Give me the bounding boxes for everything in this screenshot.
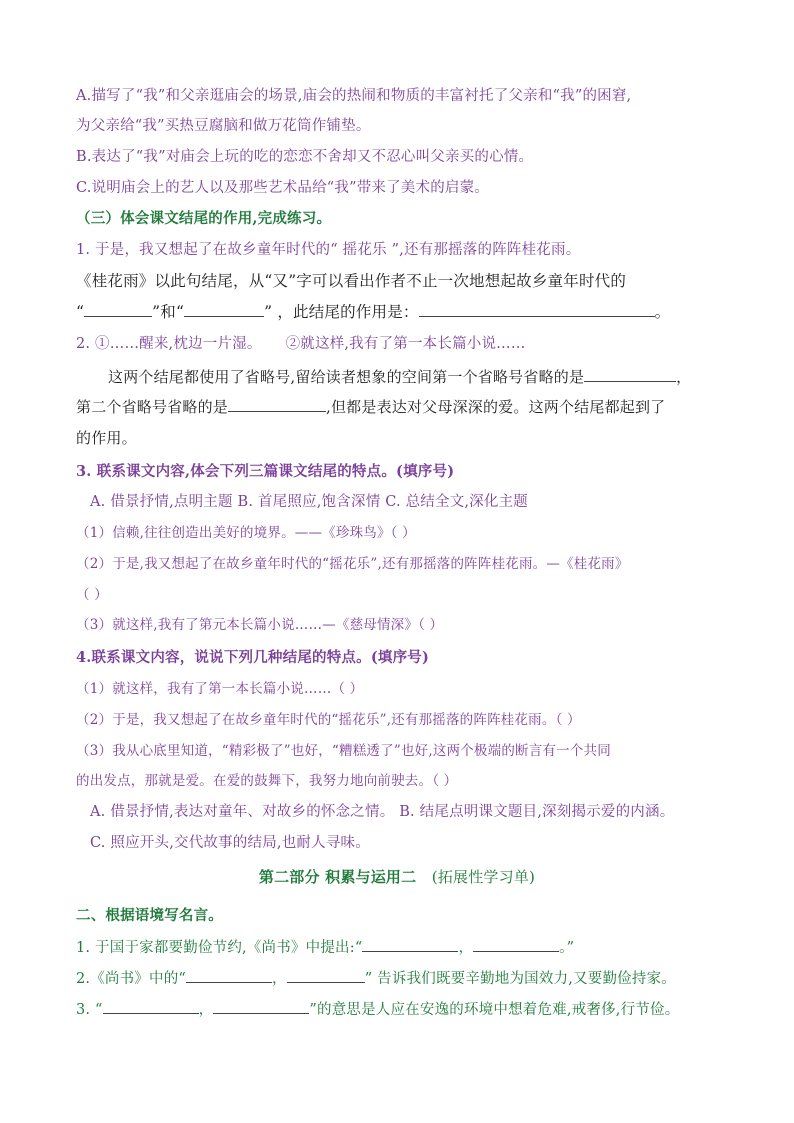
- q4-i3a: （3）我从心底里知道，: [76, 743, 222, 759]
- q1-line3: [76, 300, 754, 322]
- p2-blank-3[interactable]: [186, 968, 272, 983]
- option-a-line1: A.描写了“我”和父亲逛庙会的场景,庙会的热闹和物质的丰富衬托了父亲和“我”的困窘,: [76, 88, 632, 104]
- q4-item3-line1: [76, 739, 754, 759]
- q2-blank-2[interactable]: [228, 397, 326, 412]
- q1-p2: ”和“: [152, 303, 185, 321]
- p2-l3b: ，: [198, 1002, 214, 1018]
- option-a-line2: 为父亲给“我”买热豆腐脑和做万花筒作铺垫。: [76, 118, 371, 134]
- q2-l1: 这两个结尾都使用了省略号,留给读者想象的空间第一个省略号省略的是: [108, 368, 585, 386]
- q2-line2: [76, 396, 754, 417]
- q4-option-c: C. 照应开头,交代故事的结局,也耐人寻味。: [90, 835, 370, 851]
- q3-item2-blank: （ ）: [76, 587, 108, 603]
- part2-section-title: 二、根据语境写名言。: [76, 907, 223, 924]
- q1-p4: 。: [654, 303, 671, 321]
- q1-blank-1[interactable]: [84, 302, 152, 317]
- part2-line3: [76, 998, 754, 1019]
- q2-blank-1[interactable]: [584, 367, 676, 382]
- q1-p3: ” ，此结尾的作用是：: [264, 303, 419, 321]
- q3-item1: （1）信赖,往往创造出美好的境界。——《珍珠鸟》（ ）: [76, 525, 416, 541]
- part2-subtitle: (拓展性学习单): [431, 868, 536, 886]
- q2-a: 2. ①……醒来,枕边一片湿。: [76, 336, 262, 352]
- q3-title: 3. 联系课文内容,体会下列三篇课文结尾的特点。(填序号): [76, 463, 455, 480]
- q4-options-ab: A. 借景抒情,表达对童年、对故乡的怀念之情。 B. 结尾点明课文题目,深刻揭示爱的内涵。: [90, 804, 675, 820]
- q4-i3q2: “糟糕透了”: [331, 743, 401, 759]
- part2-line1: [76, 936, 754, 957]
- q4-i3b: 也好,这两个极端的断言有一个共同: [400, 743, 611, 759]
- q1-blank-3[interactable]: [419, 302, 655, 317]
- q3-options: A. 借景抒情,点明主题 B. 首尾照应,饱含深情 C. 总结全文,深化主题: [90, 494, 529, 510]
- q4-item1: （1）就这样，我有了第一本长篇小说……（ ）: [76, 681, 364, 697]
- part2-heading: [0, 866, 794, 887]
- q2-l2a: 第二个省略号省略的是: [76, 398, 229, 416]
- part2-title: 第二部分 积累与运用二: [258, 868, 417, 886]
- q4-i3m: 也好，: [290, 743, 332, 759]
- q2-l1-end: ，: [676, 368, 692, 386]
- p2-l2a: 2.《尚书》中的“: [76, 971, 187, 987]
- p2-l3a: 3. “: [76, 1002, 103, 1018]
- p2-l1a: 1. 于国于家都要勤俭节约,《尚书》中提出:“: [76, 940, 363, 956]
- p2-blank-5[interactable]: [103, 999, 199, 1014]
- p2-blank-4[interactable]: [287, 968, 365, 983]
- q3-item3: （3）就这样,我有了第元本长篇小说……—《慈母情深》（ ）: [76, 617, 444, 633]
- q4-item3-line2: 的出发点，那就是爱。在爱的鼓舞下，我努力地向前驶去。（ ）: [76, 773, 458, 789]
- section3-title: （三）体会课文结尾的作用,完成练习。: [76, 210, 332, 227]
- q1-p1: “: [76, 303, 85, 321]
- q2-line3: 的作用。: [76, 429, 137, 447]
- q4-i3q1: “精彩极了”: [221, 743, 291, 759]
- q1-blank-2[interactable]: [184, 302, 264, 317]
- p2-l3c: ”的意思是人应在安逸的环境中想着危难,戒奢侈,行节俭。: [309, 1002, 680, 1018]
- p2-l1c: 。”: [559, 940, 575, 956]
- q2-l2b: ,但都是表达对父母深深的爱。这两个结尾都起到了: [326, 398, 666, 416]
- p2-blank-1[interactable]: [362, 937, 458, 952]
- q2-b: ②就这样,我有了第一本长篇小说……: [285, 336, 526, 352]
- part2-line2: [76, 967, 754, 988]
- p2-l2b: ，: [272, 971, 287, 987]
- p2-blank-6[interactable]: [213, 999, 309, 1014]
- p2-blank-2[interactable]: [473, 937, 559, 952]
- q1-text: 1. 于是，我又想起了在故乡童年时代的“ 摇花乐 ”,还有那摇落的阵阵桂花雨。: [76, 242, 581, 258]
- p2-l2c: ” 告诉我们既要辛勤地为国效力,又要勤俭持家。: [364, 971, 676, 987]
- q3-item2: （2）于是,我又想起了在故乡童年时代的“摇花乐”,还有那摇落的阵阵桂花雨。—《桂花雨》: [76, 556, 629, 572]
- q2-line0: [76, 332, 754, 353]
- q2-line1: [76, 366, 754, 387]
- q4-item2: （2）于是，我又想起了在故乡童年时代的“摇花乐”,还有那摇落的阵阵桂花雨。（ ）: [76, 712, 581, 728]
- q1-line2: 《桂花雨》以此句结尾，从“又”字可以看出作者不止一次地想起故乡童年时代的: [76, 272, 627, 290]
- q4-title: 4.联系课文内容，说说下列几种结尾的特点。(填序号): [76, 649, 430, 666]
- p2-l1b: ，: [458, 940, 474, 956]
- option-c: C.说明庙会上的艺人以及那些艺术品给“我”带来了美术的启蒙。: [76, 180, 490, 196]
- option-b: B.表达了“我”对庙会上玩的吃的恋恋不舍却又不忍心叫父亲买的心情。: [76, 149, 534, 165]
